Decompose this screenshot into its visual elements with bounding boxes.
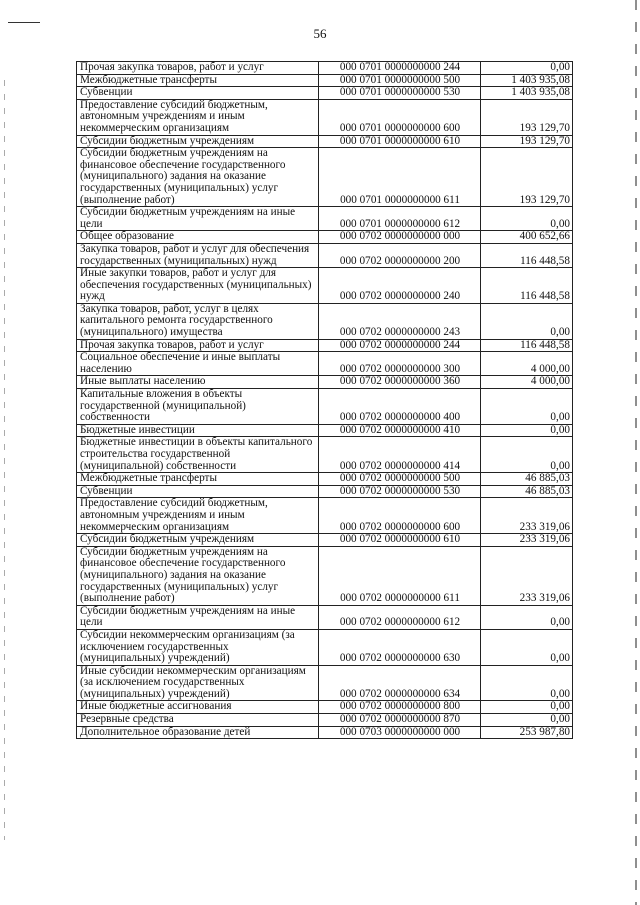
row-code: 000 0702 0000000000 243 — [319, 303, 481, 339]
table-row — [77, 243, 573, 267]
row-sum: 116 448,58 — [481, 268, 573, 304]
page-number: 56 — [313, 26, 327, 41]
row-sum: 0,00 — [481, 389, 573, 425]
table-row — [77, 546, 573, 605]
row-sum: 193 129,70 — [481, 135, 573, 148]
table-row — [77, 99, 573, 135]
table-row — [77, 352, 573, 376]
table-row — [77, 303, 573, 339]
table-row — [77, 74, 573, 87]
table-row — [77, 135, 573, 148]
row-code: 000 0702 0000000000 600 — [319, 498, 481, 534]
row-name: Социальное обеспечение и иные выплаты населению — [77, 352, 319, 376]
row-name: Субсидии некоммерческим организациям (за исключением государственных (муниципальных) учреждений) — [77, 629, 319, 665]
row-code: 000 0701 0000000000 611 — [319, 148, 481, 207]
table-row — [77, 339, 573, 352]
row-sum: 4 000,00 — [481, 376, 573, 389]
table-row — [77, 207, 573, 231]
scan-artifact-left-edge — [4, 80, 5, 840]
row-name: Иные закупки товаров, работ и услуг для обеспечения государственных (муниципальных) нужд — [77, 268, 319, 304]
table-row — [77, 87, 573, 100]
row-name: Дополнительное образование детей — [77, 726, 319, 739]
row-name: Иные бюджетные ассигнования — [77, 701, 319, 714]
row-sum: 193 129,70 — [481, 148, 573, 207]
row-code: 000 0702 0000000000 800 — [319, 701, 481, 714]
row-name: Субсидии бюджетным учреждениям на иные цели — [77, 605, 319, 629]
row-name: Прочая закупка товаров, работ и услуг — [77, 62, 319, 75]
row-sum: 0,00 — [481, 62, 573, 75]
row-name: Предоставление субсидий бюджетным, автономным учреждениям и иным некоммерческим организациям — [77, 99, 319, 135]
table-row — [77, 424, 573, 437]
row-sum: 0,00 — [481, 424, 573, 437]
row-name: Резервные средства — [77, 714, 319, 727]
row-sum: 0,00 — [481, 665, 573, 701]
row-sum: 0,00 — [481, 207, 573, 231]
row-name: Субсидии бюджетным учреждениям на финансовое обеспечение государственного (муниципального) задания на оказание государственных (муниципальных) услуг (выполнение работ) — [77, 148, 319, 207]
row-sum: 0,00 — [481, 303, 573, 339]
row-name: Субвенции — [77, 87, 319, 100]
row-code: 000 0702 0000000000 244 — [319, 339, 481, 352]
budget-table — [76, 61, 573, 739]
row-code: 000 0701 0000000000 612 — [319, 207, 481, 231]
row-code: 000 0702 0000000000 414 — [319, 437, 481, 473]
table-row — [77, 268, 573, 304]
scan-artifact-right-edge — [635, 0, 637, 905]
row-code: 000 0702 0000000000 500 — [319, 473, 481, 486]
row-code: 000 0701 0000000000 244 — [319, 62, 481, 75]
row-code: 000 0701 0000000000 500 — [319, 74, 481, 87]
row-sum: 1 403 935,08 — [481, 74, 573, 87]
row-name: Межбюджетные трансферты — [77, 74, 319, 87]
row-code: 000 0702 0000000000 610 — [319, 534, 481, 547]
row-sum: 0,00 — [481, 629, 573, 665]
row-name: Капитальные вложения в объекты государственной (муниципальной) собственности — [77, 389, 319, 425]
table-row — [77, 485, 573, 498]
row-code: 000 0702 0000000000 870 — [319, 714, 481, 727]
table-row — [77, 437, 573, 473]
row-name: Предоставление субсидий бюджетным, автономным учреждениям и иным некоммерческим организациям — [77, 498, 319, 534]
table-row — [77, 701, 573, 714]
table-row — [77, 726, 573, 739]
table-row — [77, 605, 573, 629]
table-row — [77, 498, 573, 534]
row-name: Межбюджетные трансферты — [77, 473, 319, 486]
row-code: 000 0702 0000000000 611 — [319, 546, 481, 605]
row-name: Субсидии бюджетным учреждениям — [77, 135, 319, 148]
row-code: 000 0702 0000000000 410 — [319, 424, 481, 437]
row-code: 000 0702 0000000000 240 — [319, 268, 481, 304]
table-row — [77, 473, 573, 486]
row-name: Закупка товаров, работ, услуг в целях капитального ремонта государственного (муниципального) имущества — [77, 303, 319, 339]
row-sum: 1 403 935,08 — [481, 87, 573, 100]
row-name: Иные выплаты населению — [77, 376, 319, 389]
row-code: 000 0701 0000000000 530 — [319, 87, 481, 100]
table-row — [77, 629, 573, 665]
table-row — [77, 534, 573, 547]
row-code: 000 0702 0000000000 630 — [319, 629, 481, 665]
row-sum: 400 652,66 — [481, 231, 573, 244]
row-name: Бюджетные инвестиции — [77, 424, 319, 437]
row-sum: 0,00 — [481, 605, 573, 629]
table-row — [77, 389, 573, 425]
scan-artifact-line — [8, 22, 40, 23]
row-name: Бюджетные инвестиции в объекты капитального строительства государственной (муниципальной) собственности — [77, 437, 319, 473]
row-sum: 233 319,06 — [481, 546, 573, 605]
table-row — [77, 376, 573, 389]
row-sum: 233 319,06 — [481, 498, 573, 534]
table-row — [77, 148, 573, 207]
row-code: 000 0701 0000000000 600 — [319, 99, 481, 135]
row-code: 000 0702 0000000000 612 — [319, 605, 481, 629]
row-code: 000 0702 0000000000 634 — [319, 665, 481, 701]
row-code: 000 0701 0000000000 610 — [319, 135, 481, 148]
row-sum: 253 987,80 — [481, 726, 573, 739]
row-code: 000 0702 0000000000 000 — [319, 231, 481, 244]
table-row — [77, 665, 573, 701]
row-sum: 116 448,58 — [481, 339, 573, 352]
row-code: 000 0702 0000000000 360 — [319, 376, 481, 389]
row-code: 000 0702 0000000000 200 — [319, 243, 481, 267]
row-name: Субвенции — [77, 485, 319, 498]
row-sum: 116 448,58 — [481, 243, 573, 267]
row-sum: 233 319,06 — [481, 534, 573, 547]
table-row — [77, 62, 573, 75]
row-name: Закупка товаров, работ и услуг для обеспечения государственных (муниципальных) нужд — [77, 243, 319, 267]
row-sum: 46 885,03 — [481, 473, 573, 486]
row-name: Субсидии бюджетным учреждениям на финансовое обеспечение государственного (муниципального) задания на оказание государственных (муниципальных) услуг (выполнение работ) — [77, 546, 319, 605]
row-sum: 0,00 — [481, 701, 573, 714]
row-code: 000 0702 0000000000 530 — [319, 485, 481, 498]
row-name: Общее образование — [77, 231, 319, 244]
row-code: 000 0702 0000000000 300 — [319, 352, 481, 376]
row-code: 000 0702 0000000000 400 — [319, 389, 481, 425]
row-sum: 193 129,70 — [481, 99, 573, 135]
row-name: Субсидии бюджетным учреждениям — [77, 534, 319, 547]
table-row — [77, 714, 573, 727]
row-code: 000 0703 0000000000 000 — [319, 726, 481, 739]
row-name: Иные субсидии некоммерческим организациям (за исключением государственных (муниципальных) учреждений) — [77, 665, 319, 701]
row-sum: 46 885,03 — [481, 485, 573, 498]
row-name: Прочая закупка товаров, работ и услуг — [77, 339, 319, 352]
row-sum: 0,00 — [481, 714, 573, 727]
row-sum: 4 000,00 — [481, 352, 573, 376]
table-row — [77, 231, 573, 244]
budget-table-body — [77, 62, 573, 739]
row-sum: 0,00 — [481, 437, 573, 473]
row-name: Субсидии бюджетным учреждениям на иные цели — [77, 207, 319, 231]
